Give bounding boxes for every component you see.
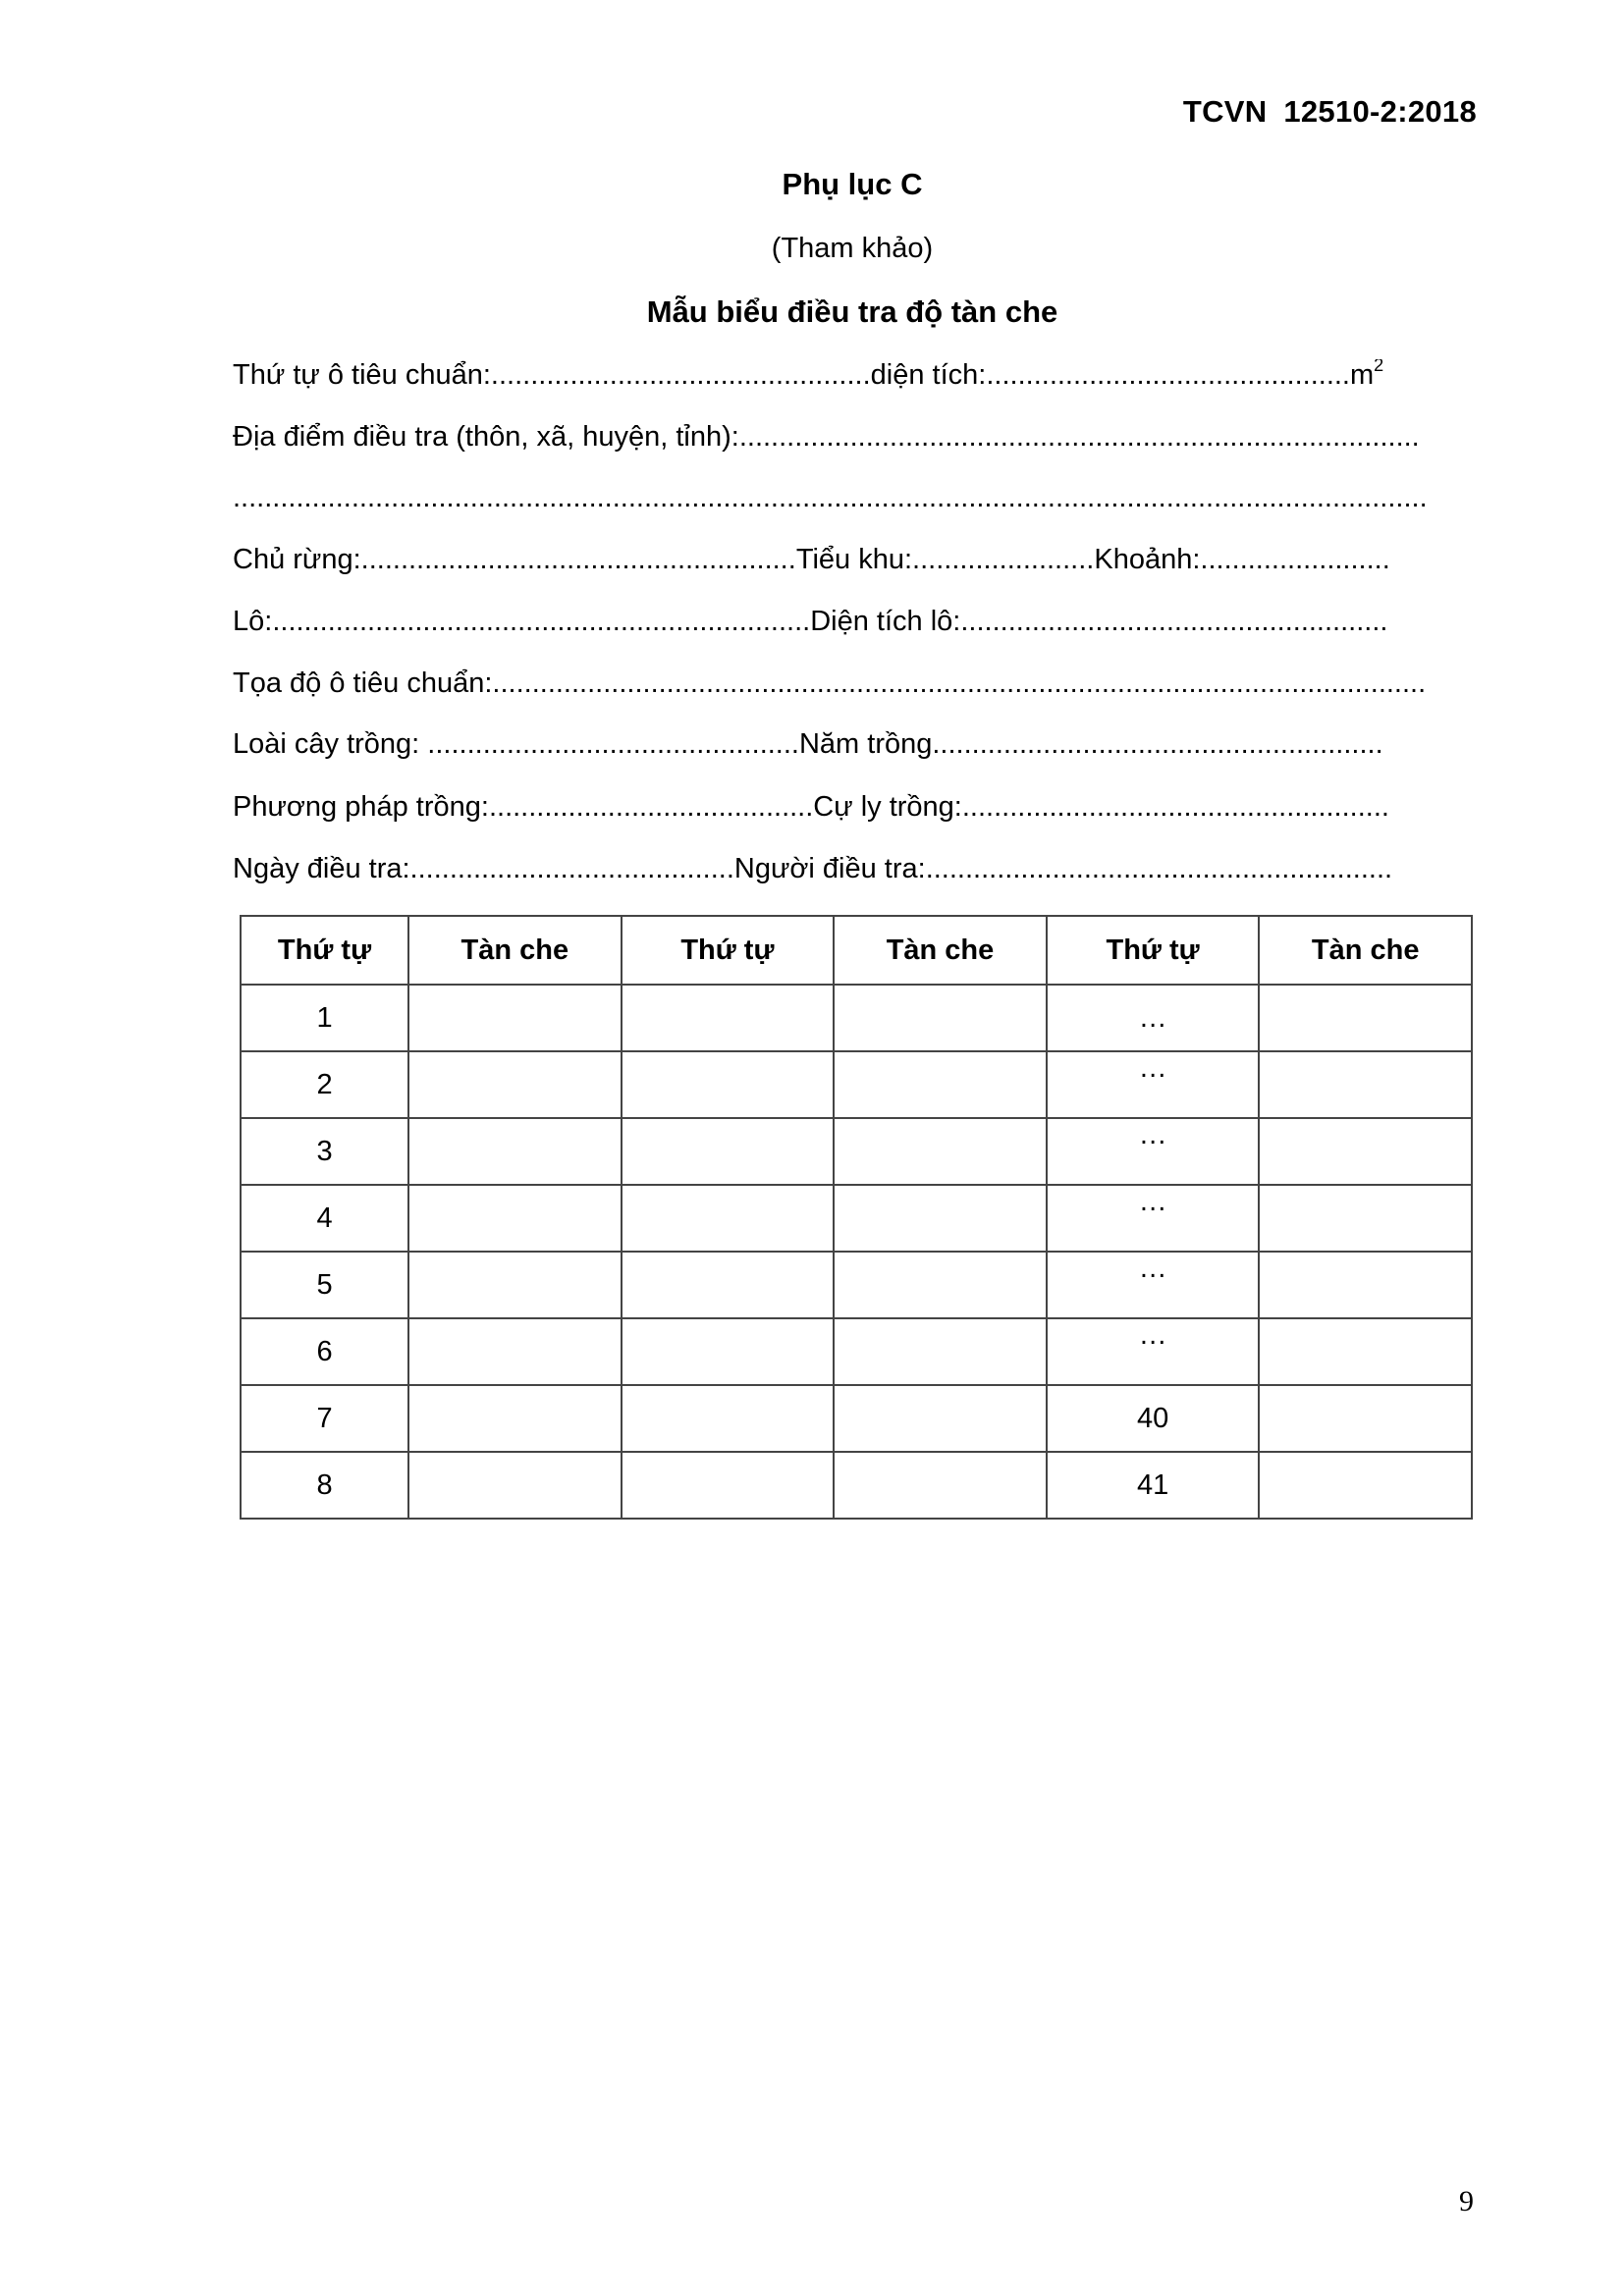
lot-area-label: Diện tích lô: xyxy=(810,606,961,637)
area-field[interactable]: .............................................. xyxy=(986,359,1350,391)
canopy-cell[interactable] xyxy=(408,1452,622,1519)
order-cell: 41 xyxy=(1047,1452,1260,1519)
compartment-label: Khoảnh: xyxy=(1094,544,1201,575)
canopy-cell[interactable] xyxy=(408,1185,622,1252)
coordinates-field[interactable]: ...................................................................................................................... xyxy=(492,667,1427,699)
canopy-cell[interactable] xyxy=(1259,1385,1472,1452)
order-cell[interactable] xyxy=(622,1385,835,1452)
planting-method-field[interactable]: ......................................... xyxy=(488,791,814,823)
surveyor-field[interactable]: ........................................................... xyxy=(925,853,1393,884)
form-title: Mẫu biểu điều tra độ tàn che xyxy=(646,294,1058,329)
table-row xyxy=(241,1385,1472,1452)
field-line-location-continued xyxy=(233,482,1476,514)
order-cell: 8 xyxy=(241,1452,408,1519)
field-line-plot-area xyxy=(233,359,1476,392)
canopy-cell[interactable] xyxy=(408,1252,622,1318)
canopy-cover-table xyxy=(240,915,1473,1520)
order-cell[interactable] xyxy=(622,1318,835,1385)
canopy-cell[interactable] xyxy=(1259,1051,1472,1118)
lot-field[interactable]: .................................................................... xyxy=(272,606,811,637)
table-row xyxy=(241,1452,1472,1519)
area-unit-exponent: 2 xyxy=(1374,359,1384,375)
survey-date-field[interactable]: ......................................... xyxy=(409,853,734,884)
forest-owner-label: Chủ rừng: xyxy=(233,544,361,575)
order-cell: 7 xyxy=(241,1385,408,1452)
canopy-cell[interactable] xyxy=(1259,1185,1472,1252)
canopy-cell[interactable] xyxy=(834,1318,1047,1385)
order-cell: … xyxy=(1047,1051,1260,1118)
compartment-field[interactable]: ........................ xyxy=(1200,544,1390,575)
header-canopy-1: Tàn che xyxy=(408,916,622,985)
coordinates-label: Tọa độ ô tiêu chuẩn: xyxy=(233,667,493,699)
order-cell: … xyxy=(1047,1252,1260,1318)
canopy-cell[interactable] xyxy=(834,1452,1047,1519)
table-row xyxy=(241,1252,1472,1318)
order-cell: 4 xyxy=(241,1185,408,1252)
field-line-location xyxy=(233,421,1476,454)
field-line-owner xyxy=(233,544,1476,576)
order-cell[interactable] xyxy=(622,1118,835,1185)
location-label: Địa điểm điều tra (thôn, xã, huyện, tỉnh): xyxy=(233,421,739,453)
field-line-survey-date xyxy=(233,853,1476,885)
table-row xyxy=(241,1185,1472,1252)
canopy-cell[interactable] xyxy=(834,1118,1047,1185)
lot-label: Lô: xyxy=(233,606,273,637)
plot-number-label: Thứ tự ô tiêu chuẩn: xyxy=(233,359,491,391)
header-canopy-3: Tàn che xyxy=(1259,916,1472,985)
plot-number-field[interactable]: ................................................ xyxy=(490,359,871,391)
field-line-method xyxy=(233,791,1476,824)
field-line-lot xyxy=(233,606,1476,638)
order-cell: … xyxy=(1047,1185,1260,1252)
page-number: 9 xyxy=(1459,2185,1474,2217)
lot-area-field[interactable]: ...................................................... xyxy=(960,606,1388,637)
canopy-cell[interactable] xyxy=(834,985,1047,1051)
order-cell: 6 xyxy=(241,1318,408,1385)
area-label: diện tích: xyxy=(870,359,987,391)
forest-owner-field[interactable]: ....................................................... xyxy=(360,544,796,575)
species-field[interactable]: ............................................... xyxy=(427,728,799,760)
subzone-label: Tiểu khu: xyxy=(795,544,913,575)
table-row xyxy=(241,985,1472,1051)
planting-method-label: Phương pháp trồng: xyxy=(233,791,489,823)
canopy-cell[interactable] xyxy=(1259,1252,1472,1318)
table-row xyxy=(241,1318,1472,1385)
field-line-coordinates xyxy=(233,667,1476,700)
canopy-cell[interactable] xyxy=(1259,1318,1472,1385)
canopy-cell[interactable] xyxy=(408,985,622,1051)
subzone-field[interactable]: ....................... xyxy=(912,544,1095,575)
canopy-cell[interactable] xyxy=(1259,1118,1472,1185)
area-unit: m xyxy=(1350,359,1375,391)
canopy-cell[interactable] xyxy=(834,1252,1047,1318)
survey-date-label: Ngày điều tra: xyxy=(233,853,410,884)
order-cell[interactable] xyxy=(622,1185,835,1252)
canopy-cell[interactable] xyxy=(408,1051,622,1118)
appendix-title: Phụ lục C xyxy=(782,167,923,201)
planting-spacing-label: Cự ly trồng: xyxy=(813,791,962,823)
order-cell[interactable] xyxy=(622,985,835,1051)
table-row xyxy=(241,1051,1472,1118)
planting-year-field[interactable]: ......................................................... xyxy=(932,728,1383,760)
order-cell: … xyxy=(1047,1118,1260,1185)
order-cell: 1 xyxy=(241,985,408,1051)
header-order-1: Thứ tự xyxy=(241,916,408,985)
order-cell[interactable] xyxy=(622,1051,835,1118)
canopy-cell[interactable] xyxy=(1259,985,1472,1051)
order-cell: … xyxy=(1047,1318,1260,1385)
canopy-cell[interactable] xyxy=(834,1051,1047,1118)
location-field-continued[interactable]: ....................................................................................................................................................... xyxy=(233,482,1428,513)
order-cell[interactable] xyxy=(622,1252,835,1318)
order-cell: 3 xyxy=(241,1118,408,1185)
canopy-cell[interactable] xyxy=(834,1385,1047,1452)
canopy-cell[interactable] xyxy=(834,1185,1047,1252)
appendix-subtitle: (Tham khảo) xyxy=(771,233,934,264)
species-label: Loài cây trồng: xyxy=(233,728,428,760)
order-cell: 5 xyxy=(241,1252,408,1318)
header-order-3: Thứ tự xyxy=(1047,916,1260,985)
header-canopy-2: Tàn che xyxy=(834,916,1047,985)
order-cell[interactable] xyxy=(622,1452,835,1519)
canopy-cell[interactable] xyxy=(408,1385,622,1452)
canopy-cell[interactable] xyxy=(408,1118,622,1185)
header-order-2: Thứ tự xyxy=(622,916,835,985)
planting-year-label: Năm trồng xyxy=(798,728,933,760)
canopy-cell[interactable] xyxy=(1259,1452,1472,1519)
surveyor-label: Người điều tra: xyxy=(733,853,926,884)
standard-code: TCVN 12510-2:2018 xyxy=(1182,94,1477,129)
order-cell: 2 xyxy=(241,1051,408,1118)
field-line-species xyxy=(233,728,1476,761)
planting-spacing-field[interactable]: ...................................................... xyxy=(961,791,1389,823)
order-cell: 40 xyxy=(1047,1385,1260,1452)
canopy-cell[interactable] xyxy=(408,1318,622,1385)
table-header-row xyxy=(241,916,1472,985)
order-cell: … xyxy=(1047,985,1260,1051)
location-field[interactable]: ...................................................................................... xyxy=(738,421,1420,453)
table-row xyxy=(241,1118,1472,1185)
